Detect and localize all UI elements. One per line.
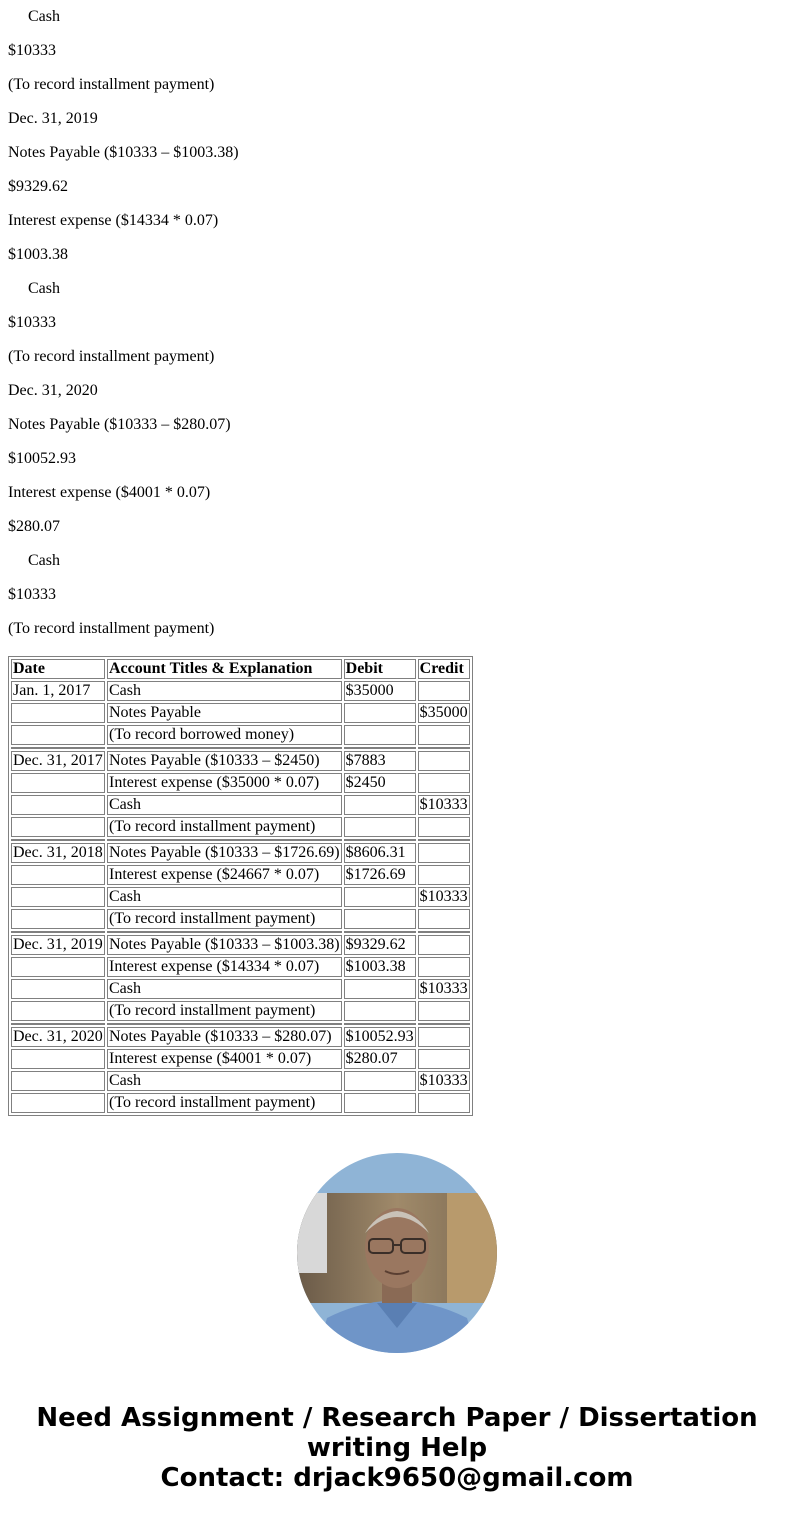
cell-debit	[344, 725, 416, 745]
cell-account: Notes Payable ($10333 – $2450)	[107, 751, 342, 771]
separator-cell	[344, 839, 416, 841]
cell-date	[11, 887, 105, 907]
cell-account: (To record installment payment)	[107, 817, 342, 837]
separator-cell	[11, 839, 105, 841]
cell-account: Notes Payable ($10333 – $280.07)	[107, 1027, 342, 1047]
cell-credit	[418, 1049, 470, 1069]
journal-line: Cash	[28, 552, 60, 569]
cell-account: Notes Payable	[107, 703, 342, 723]
table-row	[11, 957, 470, 977]
cell-account: Cash	[107, 795, 342, 815]
cell-credit: $10333	[419, 980, 468, 997]
separator-cell	[11, 931, 105, 933]
cell-debit: $8606.31	[344, 843, 416, 863]
journal-line: Dec. 31, 2019	[8, 110, 98, 127]
cell-date	[11, 979, 105, 999]
cell-account: (To record installment payment)	[107, 909, 342, 929]
header-account-titles: Account Titles & Explanation	[107, 659, 342, 679]
journal-line: Notes Payable ($10333 – $1003.38)	[8, 144, 239, 161]
table-row	[11, 1093, 470, 1113]
cell-date: Jan. 1, 2017	[11, 681, 105, 701]
table-row	[11, 725, 470, 745]
cell-date	[11, 795, 105, 815]
cell-debit	[344, 817, 416, 837]
separator-cell	[344, 931, 416, 933]
table-row	[11, 681, 470, 701]
journal-line: $9329.62	[8, 178, 68, 195]
table-row	[11, 1001, 470, 1021]
cell-date	[11, 773, 105, 793]
table-row	[11, 773, 470, 793]
promo-contact: Contact: drjack9650@gmail.com	[160, 1463, 634, 1493]
table-row	[11, 751, 470, 771]
separator-cell	[418, 747, 470, 749]
journal-line: $10333	[8, 314, 56, 331]
cell-credit: $10333	[419, 1072, 468, 1089]
table-header-row	[11, 659, 470, 679]
journal-line: Interest expense ($14334 * 0.07)	[8, 212, 219, 229]
cell-credit	[418, 681, 470, 701]
separator-cell	[418, 1023, 470, 1025]
table-row	[11, 703, 470, 723]
separator-cell	[107, 931, 342, 933]
journal-line: Dec. 31, 2020	[8, 382, 98, 399]
cell-debit: $35000	[344, 681, 416, 701]
cell-debit: $9329.62	[344, 935, 416, 955]
cell-debit	[344, 887, 416, 907]
cell-debit	[344, 795, 416, 815]
header-credit: Credit	[418, 659, 470, 679]
cell-credit	[418, 1027, 470, 1047]
cell-credit	[418, 725, 470, 745]
journal-line: $280.07	[8, 518, 60, 535]
cell-debit	[344, 979, 416, 999]
cell-debit	[344, 1093, 416, 1113]
cell-account: Cash	[107, 979, 342, 999]
journal-line: $1003.38	[8, 246, 68, 263]
cell-date	[11, 725, 105, 745]
promo-banner	[0, 1403, 794, 1493]
cell-credit: $10333	[419, 888, 468, 905]
cell-account: Cash	[107, 887, 342, 907]
table-row	[11, 1027, 470, 1047]
cell-debit: $280.07	[344, 1049, 416, 1069]
author-avatar	[297, 1153, 497, 1353]
cell-credit: $35000	[419, 704, 468, 721]
journal-text-lines	[8, 0, 788, 646]
header-debit: Debit	[344, 659, 416, 679]
cell-account: Interest expense ($14334 * 0.07)	[107, 957, 342, 977]
journal-line: Interest expense ($4001 * 0.07)	[8, 484, 211, 501]
cell-account: Notes Payable ($10333 – $1726.69)	[109, 844, 340, 861]
cell-account: (To record borrowed money)	[107, 725, 342, 745]
separator-cell	[344, 747, 416, 749]
table-row	[11, 979, 470, 999]
cell-credit	[418, 1001, 470, 1021]
journal-line: Cash	[28, 8, 60, 25]
cell-credit	[418, 751, 470, 771]
cell-credit	[418, 957, 470, 977]
cell-debit: $2450	[344, 773, 416, 793]
cell-debit: $10052.93	[345, 1028, 414, 1045]
journal-line: (To record installment payment)	[8, 620, 215, 637]
journal-entries-table	[8, 656, 473, 1116]
cell-debit	[344, 703, 416, 723]
table-row	[11, 1049, 470, 1069]
entry-separator	[11, 747, 470, 749]
cell-debit: $1003.38	[344, 957, 416, 977]
cell-debit	[344, 909, 416, 929]
cell-account: Interest expense ($4001 * 0.07)	[107, 1049, 342, 1069]
cell-date: Dec. 31, 2020	[11, 1027, 105, 1047]
cell-credit	[418, 843, 470, 863]
cell-account: Cash	[107, 1071, 342, 1091]
journal-line: $10333	[8, 586, 56, 603]
cell-account: Interest expense ($24667 * 0.07)	[107, 865, 342, 885]
header-date: Date	[11, 659, 105, 679]
cell-account: (To record installment payment)	[107, 1093, 342, 1113]
cell-debit	[344, 1071, 416, 1091]
entry-separator	[11, 839, 470, 841]
journal-line: $10052.93	[8, 450, 76, 467]
cell-date	[11, 909, 105, 929]
table-row	[11, 843, 470, 863]
cell-date	[11, 817, 105, 837]
cell-credit	[418, 909, 470, 929]
promo-line-1: Need Assignment / Research Paper / Dissertation	[36, 1403, 758, 1433]
cell-date	[11, 865, 105, 885]
journal-line: Notes Payable ($10333 – $280.07)	[8, 416, 231, 433]
cell-account: Interest expense ($35000 * 0.07)	[107, 773, 342, 793]
cell-date	[11, 703, 105, 723]
separator-cell	[418, 839, 470, 841]
cell-credit: $10333	[419, 796, 468, 813]
cell-date	[11, 957, 105, 977]
separator-cell	[344, 1023, 416, 1025]
cell-date: Dec. 31, 2019	[11, 935, 105, 955]
separator-cell	[11, 1023, 105, 1025]
journal-line: $10333	[8, 42, 56, 59]
cell-credit	[418, 935, 470, 955]
table-row	[11, 795, 470, 815]
separator-cell	[107, 747, 342, 749]
separator-cell	[107, 1023, 342, 1025]
entry-separator	[11, 931, 470, 933]
author-photo-illustration	[297, 1153, 497, 1353]
entry-separator	[11, 1023, 470, 1025]
table-row	[11, 935, 470, 955]
cell-debit	[344, 1001, 416, 1021]
journal-line: Cash	[28, 280, 60, 297]
cell-debit: $7883	[344, 751, 416, 771]
table-row	[11, 865, 470, 885]
cell-credit	[418, 865, 470, 885]
journal-line: (To record installment payment)	[8, 76, 215, 93]
journal-line: (To record installment payment)	[8, 348, 215, 365]
cell-date	[11, 1071, 105, 1091]
cell-credit	[418, 1093, 470, 1113]
table-row	[11, 817, 470, 837]
cell-date: Dec. 31, 2017	[11, 751, 105, 771]
table-row	[11, 909, 470, 929]
table-row	[11, 887, 470, 907]
cell-account: (To record installment payment)	[107, 1001, 342, 1021]
table-row	[11, 1071, 470, 1091]
separator-cell	[107, 839, 342, 841]
cell-date	[11, 1001, 105, 1021]
cell-date	[11, 1093, 105, 1113]
cell-account: Cash	[107, 681, 342, 701]
cell-date	[11, 1049, 105, 1069]
cell-credit	[418, 773, 470, 793]
separator-cell	[418, 931, 470, 933]
cell-debit: $1726.69	[344, 865, 416, 885]
cell-date: Dec. 31, 2018	[11, 843, 105, 863]
cell-credit	[418, 817, 470, 837]
cell-account: Notes Payable ($10333 – $1003.38)	[109, 936, 340, 953]
separator-cell	[11, 747, 105, 749]
promo-line-2: writing Help	[306, 1433, 488, 1463]
